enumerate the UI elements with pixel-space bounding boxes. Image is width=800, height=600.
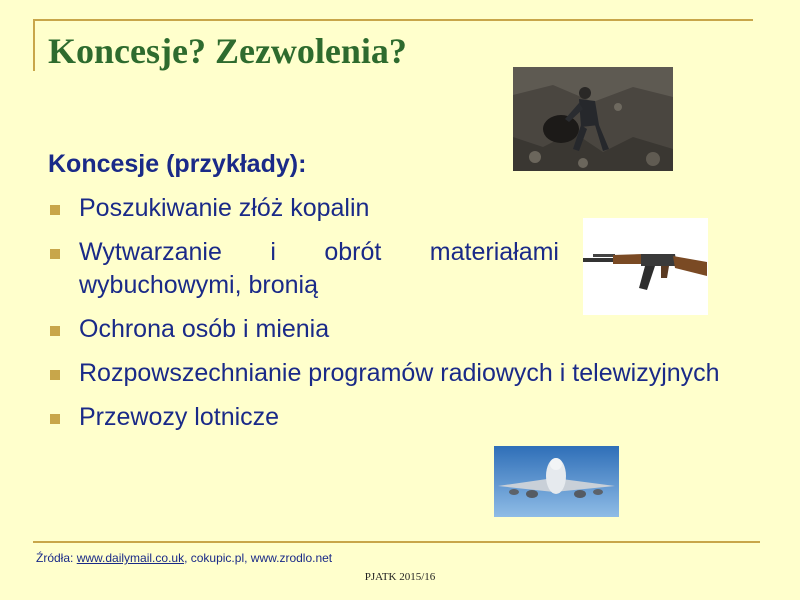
bullet-square-icon (50, 249, 60, 259)
sources-label: Źródła: (36, 551, 74, 565)
bullet-square-icon (50, 414, 60, 424)
bullet-text: Ochrona osób i mienia (79, 315, 330, 343)
subheading: Koncesje (przykłady): (48, 150, 307, 178)
bullet-text: Poszukiwanie złóż kopalin (79, 194, 370, 222)
bullet-square-icon (50, 205, 60, 215)
slide-title: Koncesje? Zezwolenia? (48, 31, 407, 71)
left-divider (33, 19, 35, 71)
bullet-square-icon (50, 370, 60, 380)
bullet-item (48, 236, 559, 302)
bullet-item (48, 401, 728, 434)
sources-link[interactable]: www.dailymail.co.uk (76, 551, 185, 565)
airplane-photo (494, 446, 619, 517)
bullet-text: Przewozy lotnicze (79, 403, 280, 431)
bullet-text: Rozpowszechnianie programów radiowych i telewizyjnych (79, 359, 720, 387)
bullet-item (48, 357, 728, 390)
bullet-item (48, 313, 728, 346)
mining-photo (513, 67, 673, 171)
top-divider (33, 19, 753, 21)
bottom-divider (33, 541, 760, 543)
bullet-square-icon (50, 326, 60, 336)
sources-line (36, 551, 332, 565)
bullet-text: Wytwarzanie i obrót materiałami wybuchowymi, bronią (79, 238, 559, 299)
rifle-photo (583, 218, 708, 315)
sources-rest: , cokupic.pl, www.zrodlo.net (184, 551, 333, 565)
slide-footer: PJATK 2015/16 (364, 571, 436, 583)
